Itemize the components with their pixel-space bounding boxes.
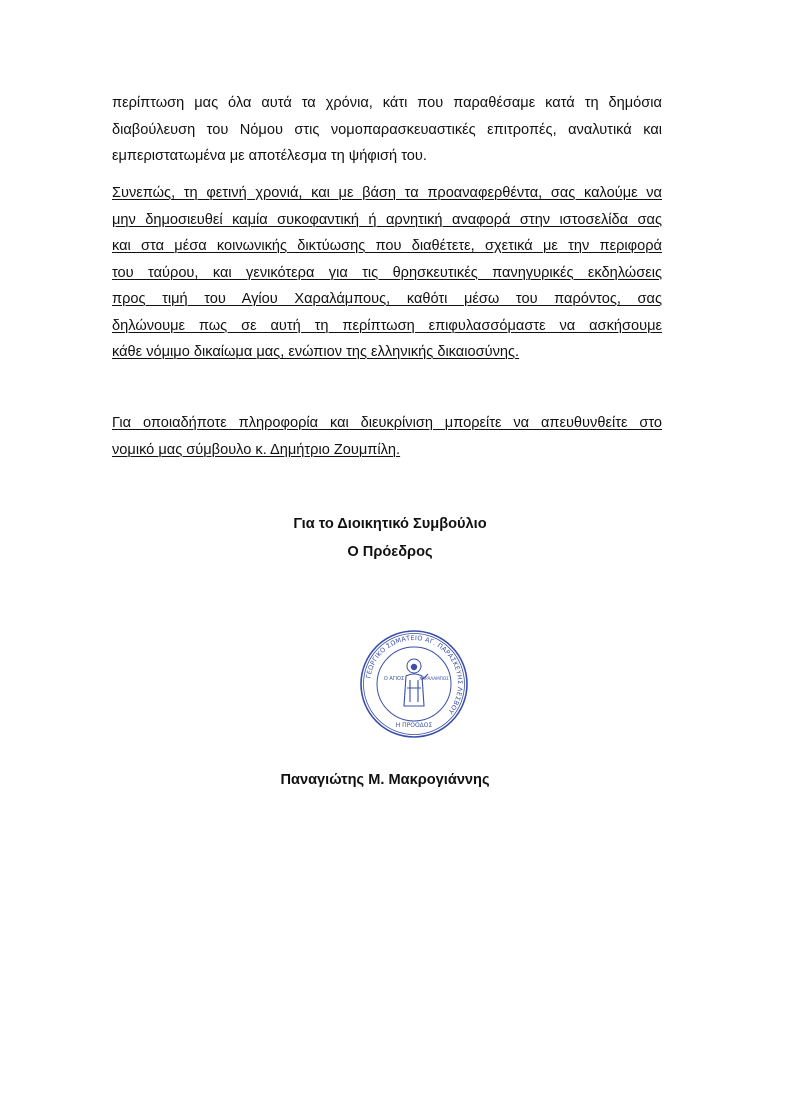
saint-figure-icon [404,659,428,706]
paragraph-3-line [112,410,662,437]
seal-ring-text-path: ΓΕΩΡΓΙΚΟ ΣΩΜΑΤΕΙΟ ΑΓ. ΠΑΡΑΣΚΕΥΗΣ ΛΕΣΒΟΥ [364,633,465,716]
paragraph-1-line: περίπτωση μας όλα αυτά τα χρόνια, κάτι που παραθέσαμε κατά τη δημόσια [112,95,662,111]
paragraph-3 [112,410,662,463]
paragraph-2-line [112,260,662,287]
seal-saint-right-label: ΧΑΡΑΛΑΜΠΟΣ [419,676,449,681]
paragraph-2-line [112,313,662,340]
seal-ring-text [364,634,464,716]
signatory-name: Παναγιώτης Μ. Μακρογιάννης [280,772,490,788]
paragraph-2-line [112,339,662,366]
paragraph-2-line [112,233,662,260]
paragraph-2 [112,180,662,366]
paragraph-3-line-text: Για οποιαδήποτε πληροφορία και διευκρίνιση μπορείτε να απευθυνθείτε στο [112,415,662,431]
signature-role-label: Ο Πρόεδρος [347,544,433,560]
paragraph-2-line-text: προς τιμή του Αγίου Χαραλάμπους, καθότι μέσω του παρόντος, σας [112,291,662,307]
seal-saint-left-label: Ο ΑΓΙΟΣ [383,676,405,682]
paragraph-2-line-text: του ταύρου, και γενικότερα για τις θρησκευτικές πανηγυρικές εκδηλώσεις [112,264,662,281]
signature-board-label: Για το Διοικητικό Συμβούλιο [293,516,487,532]
paragraph-1-line: εμπεριστατωμένα με αποτέλεσμα τη ψήφισή του. [112,148,427,164]
paragraph-2-line [112,207,662,234]
paragraph-1 [112,90,662,170]
paragraph-2-line-text: κάθε νόμιμο δικαίωμα μας, ενώπιον της ελληνικής δικαιοσύνης. [112,344,520,360]
paragraph-2-line [112,286,662,313]
paragraph-1-line: διαβούλευση του Νόμου στις νομοπαρασκευαστικές επιτροπές, αναλυτικά και [112,121,662,138]
paragraph-2-line-text: και στα μέσα κοινωνικής δικτύωσης που διαθέτετε, σχετικά με την περιφορά [112,238,662,254]
paragraph-3-line [112,437,662,464]
paragraph-2-line-text: δηλώνουμε πως σε αυτή τη περίπτωση επιφυλασσόμαστε να ασκήσουμε [112,317,662,334]
paragraph-3-line-text: νομικό μας σύμβουλο κ. Δημήτριο Ζουμπίλη. [112,441,401,458]
seal-motto: Η ΠΡΟΟΔΟΣ [395,722,433,729]
paragraph-2-line-text: μην δημοσιευθεί καμία συκοφαντική ή αρνητική αναφορά στην ιστοσελίδα σας [112,211,662,228]
association-seal-stamp [358,628,470,740]
seal-inner-ring [377,647,451,721]
paragraph-2-line-text: Συνεπώς, τη φετινή χρονιά, και με βάση τα προαναφερθέντα, σας καλούμε να [112,185,662,201]
paragraph-2-line [112,180,662,207]
